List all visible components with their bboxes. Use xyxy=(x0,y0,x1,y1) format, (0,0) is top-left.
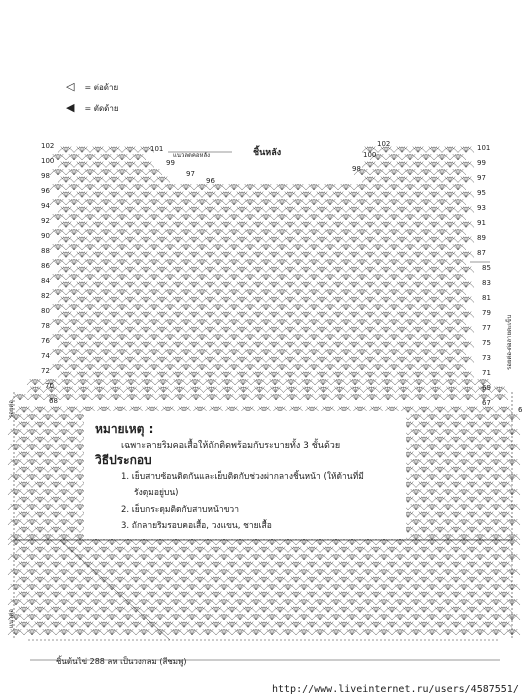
diagram-title: ชิ้นหลัง xyxy=(253,148,282,158)
assembly-step: รังดุมอยู่บน) xyxy=(134,488,179,498)
neck-row-number: 101 xyxy=(150,145,164,153)
footer-text: ชิ้นต้นไข่ 288 ลห เป็นวงกลม (สีชมพู) xyxy=(56,657,187,666)
row-number-right: 69 xyxy=(482,384,491,392)
row-number-right: 91 xyxy=(477,219,486,227)
row-number-right: 101 xyxy=(477,144,491,152)
row-number-right: 77 xyxy=(482,324,491,332)
marker-6: 6 xyxy=(518,406,523,414)
neck-row-number: 98 xyxy=(352,165,361,173)
row-number-right: 93 xyxy=(477,204,486,212)
row-number-left: 90 xyxy=(41,232,50,240)
row-number-left: 82 xyxy=(41,292,50,300)
legend-join-yarn-text: = ต่อด้าย xyxy=(84,83,119,92)
row-number-left: 72 xyxy=(41,367,50,375)
bottom-label: แนวต่อ xyxy=(8,609,15,628)
row-number-right: 71 xyxy=(482,369,491,377)
row-number-left: 94 xyxy=(41,202,50,210)
row-number-right: 75 xyxy=(482,339,491,347)
row-number-left: 76 xyxy=(41,337,50,345)
row-number-right: 89 xyxy=(477,234,486,242)
row-number-left: 100 xyxy=(41,157,55,165)
row-number-left: 68 xyxy=(49,397,58,405)
row-number-right: 95 xyxy=(477,189,486,197)
note-title: หมายเหตุ : xyxy=(95,422,154,436)
row-number-left: 102 xyxy=(41,142,55,150)
neck-row-number: 100 xyxy=(363,151,377,159)
source-url: http://www.liveinternet.ru/users/4587551/ xyxy=(272,684,519,695)
row-number-left: 78 xyxy=(41,322,50,330)
assembly-step: 3. ถักลายริมรอบคอเสื้อ, วงแขน, ชายเสื้อ xyxy=(121,521,272,531)
cut-yarn-icon: ◀ xyxy=(66,101,75,114)
neck-row-number: 96 xyxy=(206,177,215,185)
row-number-right: 99 xyxy=(477,159,486,167)
row-number-left: 86 xyxy=(41,262,50,270)
row-number-right: 83 xyxy=(482,279,491,287)
row-number-right: 67 xyxy=(482,399,491,407)
row-number-right: 79 xyxy=(482,309,491,317)
neck-row-number: 102 xyxy=(377,140,391,148)
row-number-left: 92 xyxy=(41,217,50,225)
row-number-left: 70 xyxy=(45,382,54,390)
legend-cut-yarn-text: = ตัดด้าย xyxy=(84,104,119,113)
note-text: เฉพาะลายริมคอเสื้อให้ถักติดพร้อมกับระบายทั้ง 3 ชั้นด้วย xyxy=(121,441,341,451)
legend-join-yarn xyxy=(66,80,118,94)
neck-row-number: 99 xyxy=(166,159,175,167)
side-label-right: รอยต่อ-ต่อลายตะเข็บ xyxy=(506,314,513,370)
assembly-step: 1. เย็บสาบซ้อนติดกันและเย็บติดกับช่วงผ่ากลางชิ้นหน้า (ให้ด้านที่มี xyxy=(121,472,364,482)
assembly-title: วิธีประกอบ xyxy=(95,453,152,467)
row-number-left: 98 xyxy=(41,172,50,180)
row-number-left: 84 xyxy=(41,277,50,285)
neckline-label: แนวลดคอหลัง xyxy=(173,152,211,159)
row-number-left: 80 xyxy=(41,307,50,315)
row-number-right: 87 xyxy=(477,249,486,257)
assembly-step: 2. เย็บกระดุมติดกับสาบหน้าขวา xyxy=(121,505,239,515)
neck-row-number: 97 xyxy=(186,170,195,178)
row-number-right: 73 xyxy=(482,354,491,362)
row-number-left: 88 xyxy=(41,247,50,255)
row-number-right: 85 xyxy=(482,264,491,272)
row-number-right: 81 xyxy=(482,294,491,302)
join-yarn-icon: ◁ xyxy=(66,80,75,93)
row-number-left: 96 xyxy=(41,187,50,195)
row-number-right: 97 xyxy=(477,174,486,182)
legend-cut-yarn xyxy=(66,101,119,115)
row-number-left: 74 xyxy=(41,352,50,360)
side-label-left: รอยต่อ xyxy=(8,400,15,418)
